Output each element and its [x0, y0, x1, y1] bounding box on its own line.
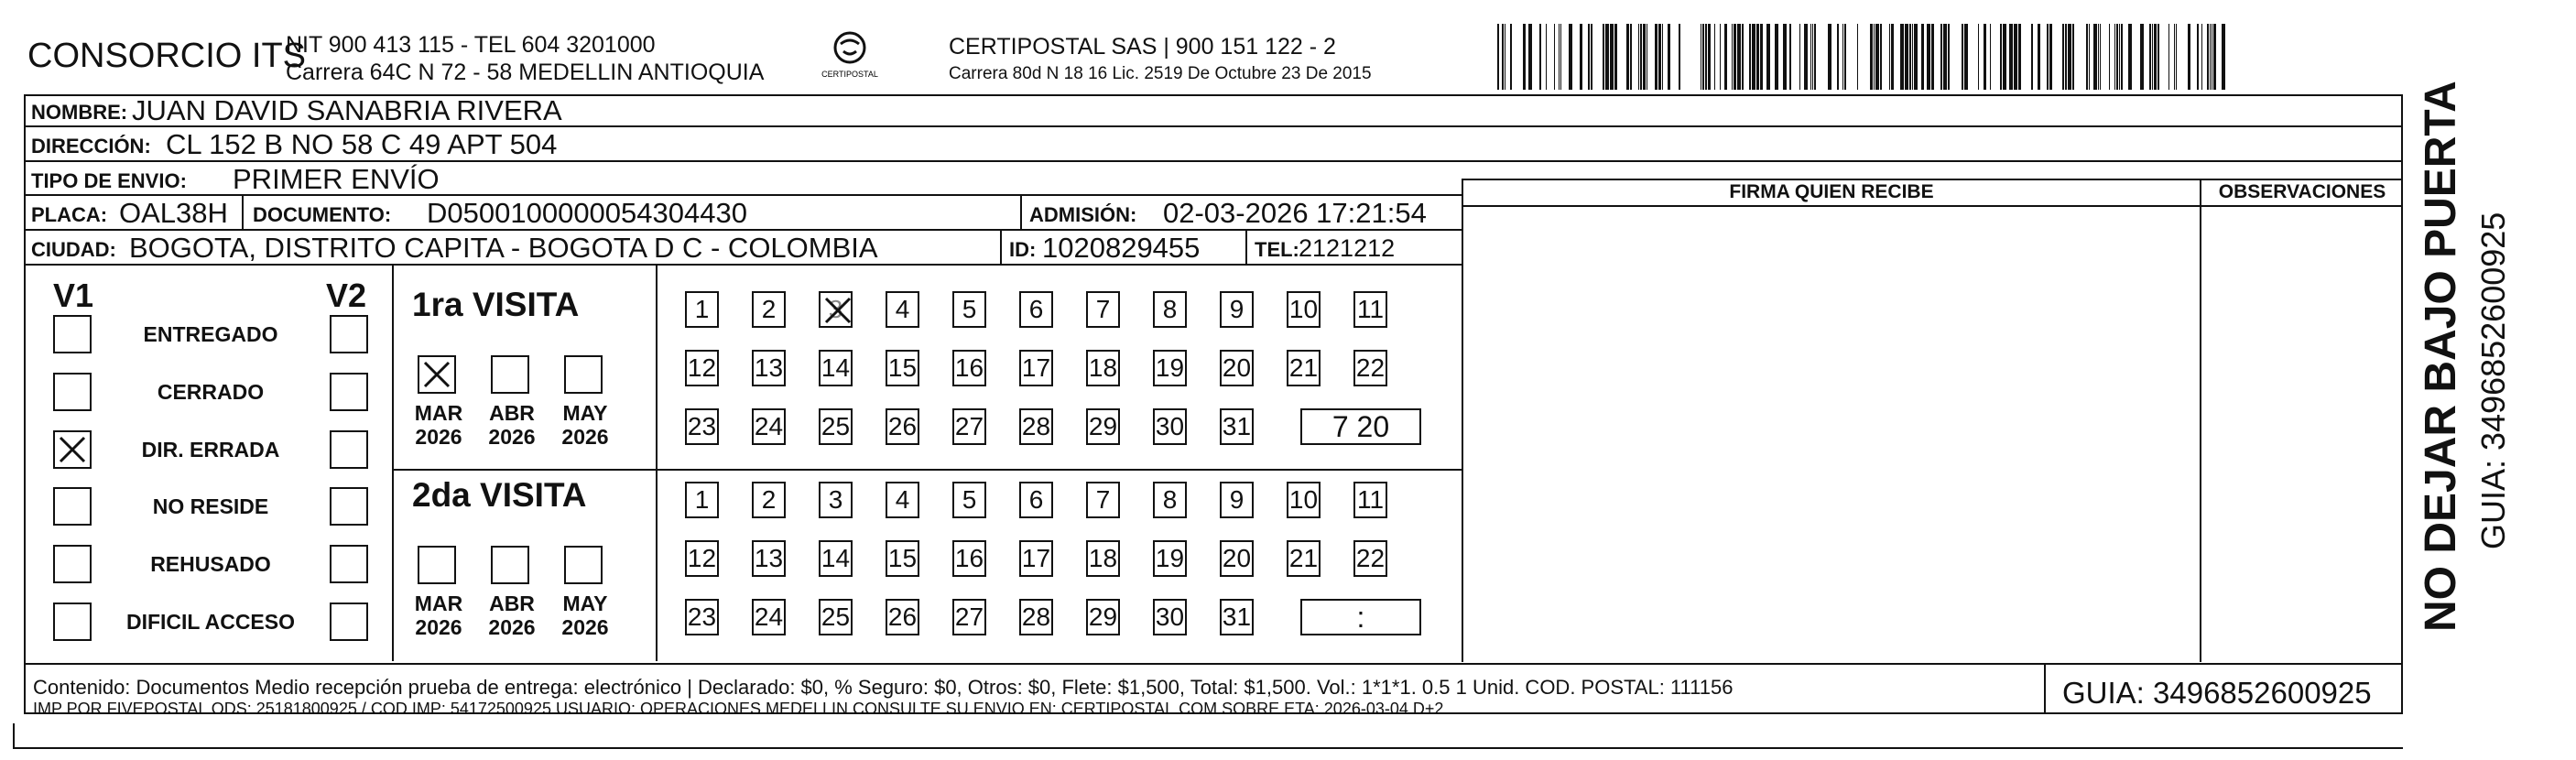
v2-checkbox[interactable] [330, 430, 368, 469]
day-box[interactable]: 26 [886, 599, 919, 635]
year-label: 2026 [488, 425, 536, 449]
day-box[interactable]: 27 [952, 599, 986, 635]
day-box[interactable]: 30 [1153, 599, 1187, 635]
day-box[interactable]: 5 [952, 291, 986, 328]
footer-contenido: Contenido: Documentos Medio recepción prueba de entrega: electrónico | Declarado: $0, % Seguro: $0, Otros: $0, Flete: $1,500, Total: $1,500. Vol.: 1*1*1. 0.5 1 Unid. COD. POSTAL: 111156 [33, 676, 1734, 699]
day-box[interactable]: 11 [1353, 291, 1387, 328]
nombre-label: NOMBRE: [31, 101, 128, 124]
day-box[interactable]: 16 [952, 540, 986, 577]
v1-checkbox[interactable] [53, 603, 92, 641]
month-checkbox[interactable] [418, 546, 456, 584]
month-checkbox[interactable] [418, 355, 456, 394]
month-checkbox[interactable] [564, 546, 603, 584]
day-box[interactable]: 8 [1153, 291, 1187, 328]
v1-checkbox[interactable] [53, 430, 92, 469]
row-nombre [24, 94, 2403, 127]
day-box[interactable]: 9 [1220, 291, 1254, 328]
day-box[interactable]: 13 [752, 540, 786, 577]
day-box[interactable]: 11 [1353, 482, 1387, 518]
observations-area[interactable] [2203, 209, 2401, 659]
year-label: 2026 [561, 425, 609, 449]
day-box[interactable]: 21 [1287, 540, 1321, 577]
company-contact [286, 31, 764, 86]
day-box[interactable]: 21 [1287, 350, 1321, 386]
tipo-value: PRIMER ENVÍO [233, 163, 440, 195]
status-option-label: NO RESIDE [152, 494, 269, 518]
day-box[interactable]: 7 [1086, 291, 1120, 328]
id-label: ID: [1009, 238, 1037, 261]
day-box[interactable]: 28 [1019, 599, 1053, 635]
certipostal-logo [813, 27, 886, 86]
barcode [1497, 24, 2225, 90]
nit-line: NIT 900 413 115 - TEL 604 3201000 [286, 32, 656, 58]
month-checkbox[interactable] [491, 355, 529, 394]
v2-checkbox[interactable] [330, 545, 368, 583]
v1-checkbox[interactable] [53, 315, 92, 353]
v2-checkbox[interactable] [330, 315, 368, 353]
placa-label: PLACA: [31, 203, 108, 226]
ciudad-label: CIUDAD: [31, 238, 116, 261]
day-box[interactable]: 14 [819, 540, 853, 577]
day-box[interactable]: 14 [819, 350, 853, 386]
month-label: ABR [489, 401, 535, 425]
day-box[interactable]: 26 [886, 408, 919, 445]
day-box[interactable]: 3 [819, 291, 853, 328]
day-box[interactable]: 15 [886, 350, 919, 386]
tipo-label: TIPO DE ENVIO: [31, 169, 187, 192]
day-box[interactable]: 2 [752, 482, 786, 518]
v2-checkbox[interactable] [330, 603, 368, 641]
month-checkbox[interactable] [491, 546, 529, 584]
day-box[interactable]: 10 [1287, 291, 1321, 328]
day-box[interactable]: 23 [685, 599, 719, 635]
x-mark-icon [419, 357, 454, 392]
logo-text: CERTIPOSTAL [821, 70, 878, 79]
day-box[interactable]: 18 [1086, 350, 1120, 386]
day-box[interactable]: 8 [1153, 482, 1187, 518]
day-box[interactable]: 27 [952, 408, 986, 445]
day-box[interactable]: 18 [1086, 540, 1120, 577]
signature-area[interactable] [1465, 209, 2198, 659]
day-box[interactable]: 25 [819, 599, 853, 635]
status-option-label: REHUSADO [150, 552, 271, 576]
row-direccion [24, 127, 2403, 162]
year-label: 2026 [488, 615, 536, 639]
address-line: Carrera 64C N 72 - 58 MEDELLIN ANTIOQUIA [286, 60, 765, 85]
observaciones-header: OBSERVACIONES [2218, 181, 2386, 202]
day-box[interactable]: 30 [1153, 408, 1187, 445]
day-box[interactable]: 19 [1153, 540, 1187, 577]
day-box[interactable]: 23 [685, 408, 719, 445]
year-label: 2026 [561, 615, 609, 639]
day-box[interactable]: 3 [819, 482, 853, 518]
id-value: 1020829455 [1042, 232, 1201, 264]
day-box[interactable]: 20 [1220, 540, 1254, 577]
v1-checkbox[interactable] [53, 373, 92, 411]
day-box[interactable]: 28 [1019, 408, 1053, 445]
status-option-label: DIR. ERRADA [141, 438, 280, 461]
day-box[interactable]: 1 [685, 482, 719, 518]
month-label: MAY [562, 592, 608, 615]
v1-checkbox[interactable] [53, 487, 92, 526]
day-box[interactable]: 17 [1019, 350, 1053, 386]
day-box[interactable]: 6 [1019, 291, 1053, 328]
status-option-label: CERRADO [157, 380, 265, 404]
day-box[interactable]: 20 [1220, 350, 1254, 386]
day-box[interactable]: 24 [752, 408, 786, 445]
barcode-graphic [1497, 24, 2225, 90]
time-field[interactable]: : [1300, 599, 1421, 635]
admision-label: ADMISIÓN: [1029, 203, 1137, 226]
day-box[interactable]: 10 [1287, 482, 1321, 518]
day-box[interactable]: 31 [1220, 599, 1254, 635]
x-mark-icon [55, 432, 90, 467]
visit1-title: 1ra VISITA [412, 286, 580, 323]
day-box[interactable]: 1 [685, 291, 719, 328]
day-box[interactable]: 17 [1019, 540, 1053, 577]
certi-sub: Carrera 80d N 18 16 Lic. 2519 De Octubre 23 De 2015 [949, 64, 1372, 83]
month-label: MAR [414, 401, 463, 425]
row-placa [24, 196, 1463, 231]
month-label: ABR [489, 592, 535, 615]
day-box[interactable]: 29 [1086, 599, 1120, 635]
certi-line: CERTIPOSTAL SAS | 900 151 122 - 2 [949, 34, 1336, 60]
day-box[interactable]: 13 [752, 350, 786, 386]
month-label: MAR [414, 592, 463, 615]
day-box[interactable]: 9 [1220, 482, 1254, 518]
v2-checkbox[interactable] [330, 373, 368, 411]
footer-imp: IMP POR FIVEPOSTAL ODS: 25181800925 / COD.IMP: 54172500925 USUARIO: OPERACIONES MEDELLIN CONSULTE SU ENVIO EN: CERTIPOSTAL.COM SOBRE ETA: 2026-03-04 D+2 [33, 700, 1444, 718]
ciudad-value: BOGOTA, DISTRITO CAPITA - BOGOTA D C - COLOMBIA [129, 232, 878, 264]
day-box[interactable]: 24 [752, 599, 786, 635]
v2-label: V2 [326, 277, 367, 314]
nombre-value: JUAN DAVID SANABRIA RIVERA [132, 94, 562, 126]
documento-label: DOCUMENTO: [253, 203, 392, 226]
admision-value: 02-03-2026 17:21:54 [1163, 197, 1427, 229]
time-field[interactable]: 7 20 [1300, 408, 1421, 445]
side-guia: GUIA: 3496852600925 [2474, 212, 2512, 549]
direccion-value: CL 152 B NO 58 C 49 APT 504 [166, 128, 558, 160]
company-name: CONSORCIO ITS [27, 37, 307, 75]
day-box[interactable]: 22 [1353, 350, 1387, 386]
placa-value: OAL38H [119, 197, 228, 229]
tel-value: 2121212 [1299, 234, 1396, 262]
visit2-title: 2da VISITA [412, 476, 587, 514]
documento-value: D0500100000054304430 [427, 197, 747, 229]
footer-guia: GUIA: 3496852600925 [2062, 676, 2372, 710]
day-box[interactable]: 16 [952, 350, 986, 386]
day-box[interactable]: 25 [819, 408, 853, 445]
certipostal-info [949, 33, 1372, 88]
status-option-label: DIFICIL ACCESO [125, 610, 295, 634]
v1-checkbox[interactable] [53, 545, 92, 583]
day-box[interactable]: 7 [1086, 482, 1120, 518]
status-option-label: ENTREGADO [143, 322, 278, 346]
day-box[interactable]: 15 [886, 540, 919, 577]
month-label: MAY [562, 401, 608, 425]
day-box[interactable]: 19 [1153, 350, 1187, 386]
side-warning: NO DEJAR BAJO PUERTA [2417, 81, 2465, 632]
row-ciudad [24, 231, 1463, 266]
day-box[interactable]: 31 [1220, 408, 1254, 445]
year-label: 2026 [415, 615, 462, 639]
day-box[interactable]: 6 [1019, 482, 1053, 518]
year-label: 2026 [415, 425, 462, 449]
day-box[interactable]: 2 [752, 291, 786, 328]
row-tipo [24, 162, 1463, 196]
day-box[interactable]: 29 [1086, 408, 1120, 445]
day-box[interactable]: 22 [1353, 540, 1387, 577]
day-box[interactable]: 4 [886, 291, 919, 328]
firma-header: FIRMA QUIEN RECIBE [1729, 181, 1934, 202]
day-box[interactable]: 12 [685, 540, 719, 577]
v1-label: V1 [53, 277, 94, 314]
day-box[interactable]: 5 [952, 482, 986, 518]
tel-label: TEL: [1255, 238, 1299, 261]
v2-checkbox[interactable] [330, 487, 368, 526]
direccion-label: DIRECCIÓN: [31, 135, 151, 157]
month-checkbox[interactable] [564, 355, 603, 394]
day-box[interactable]: 12 [685, 350, 719, 386]
day-box[interactable]: 4 [886, 482, 919, 518]
